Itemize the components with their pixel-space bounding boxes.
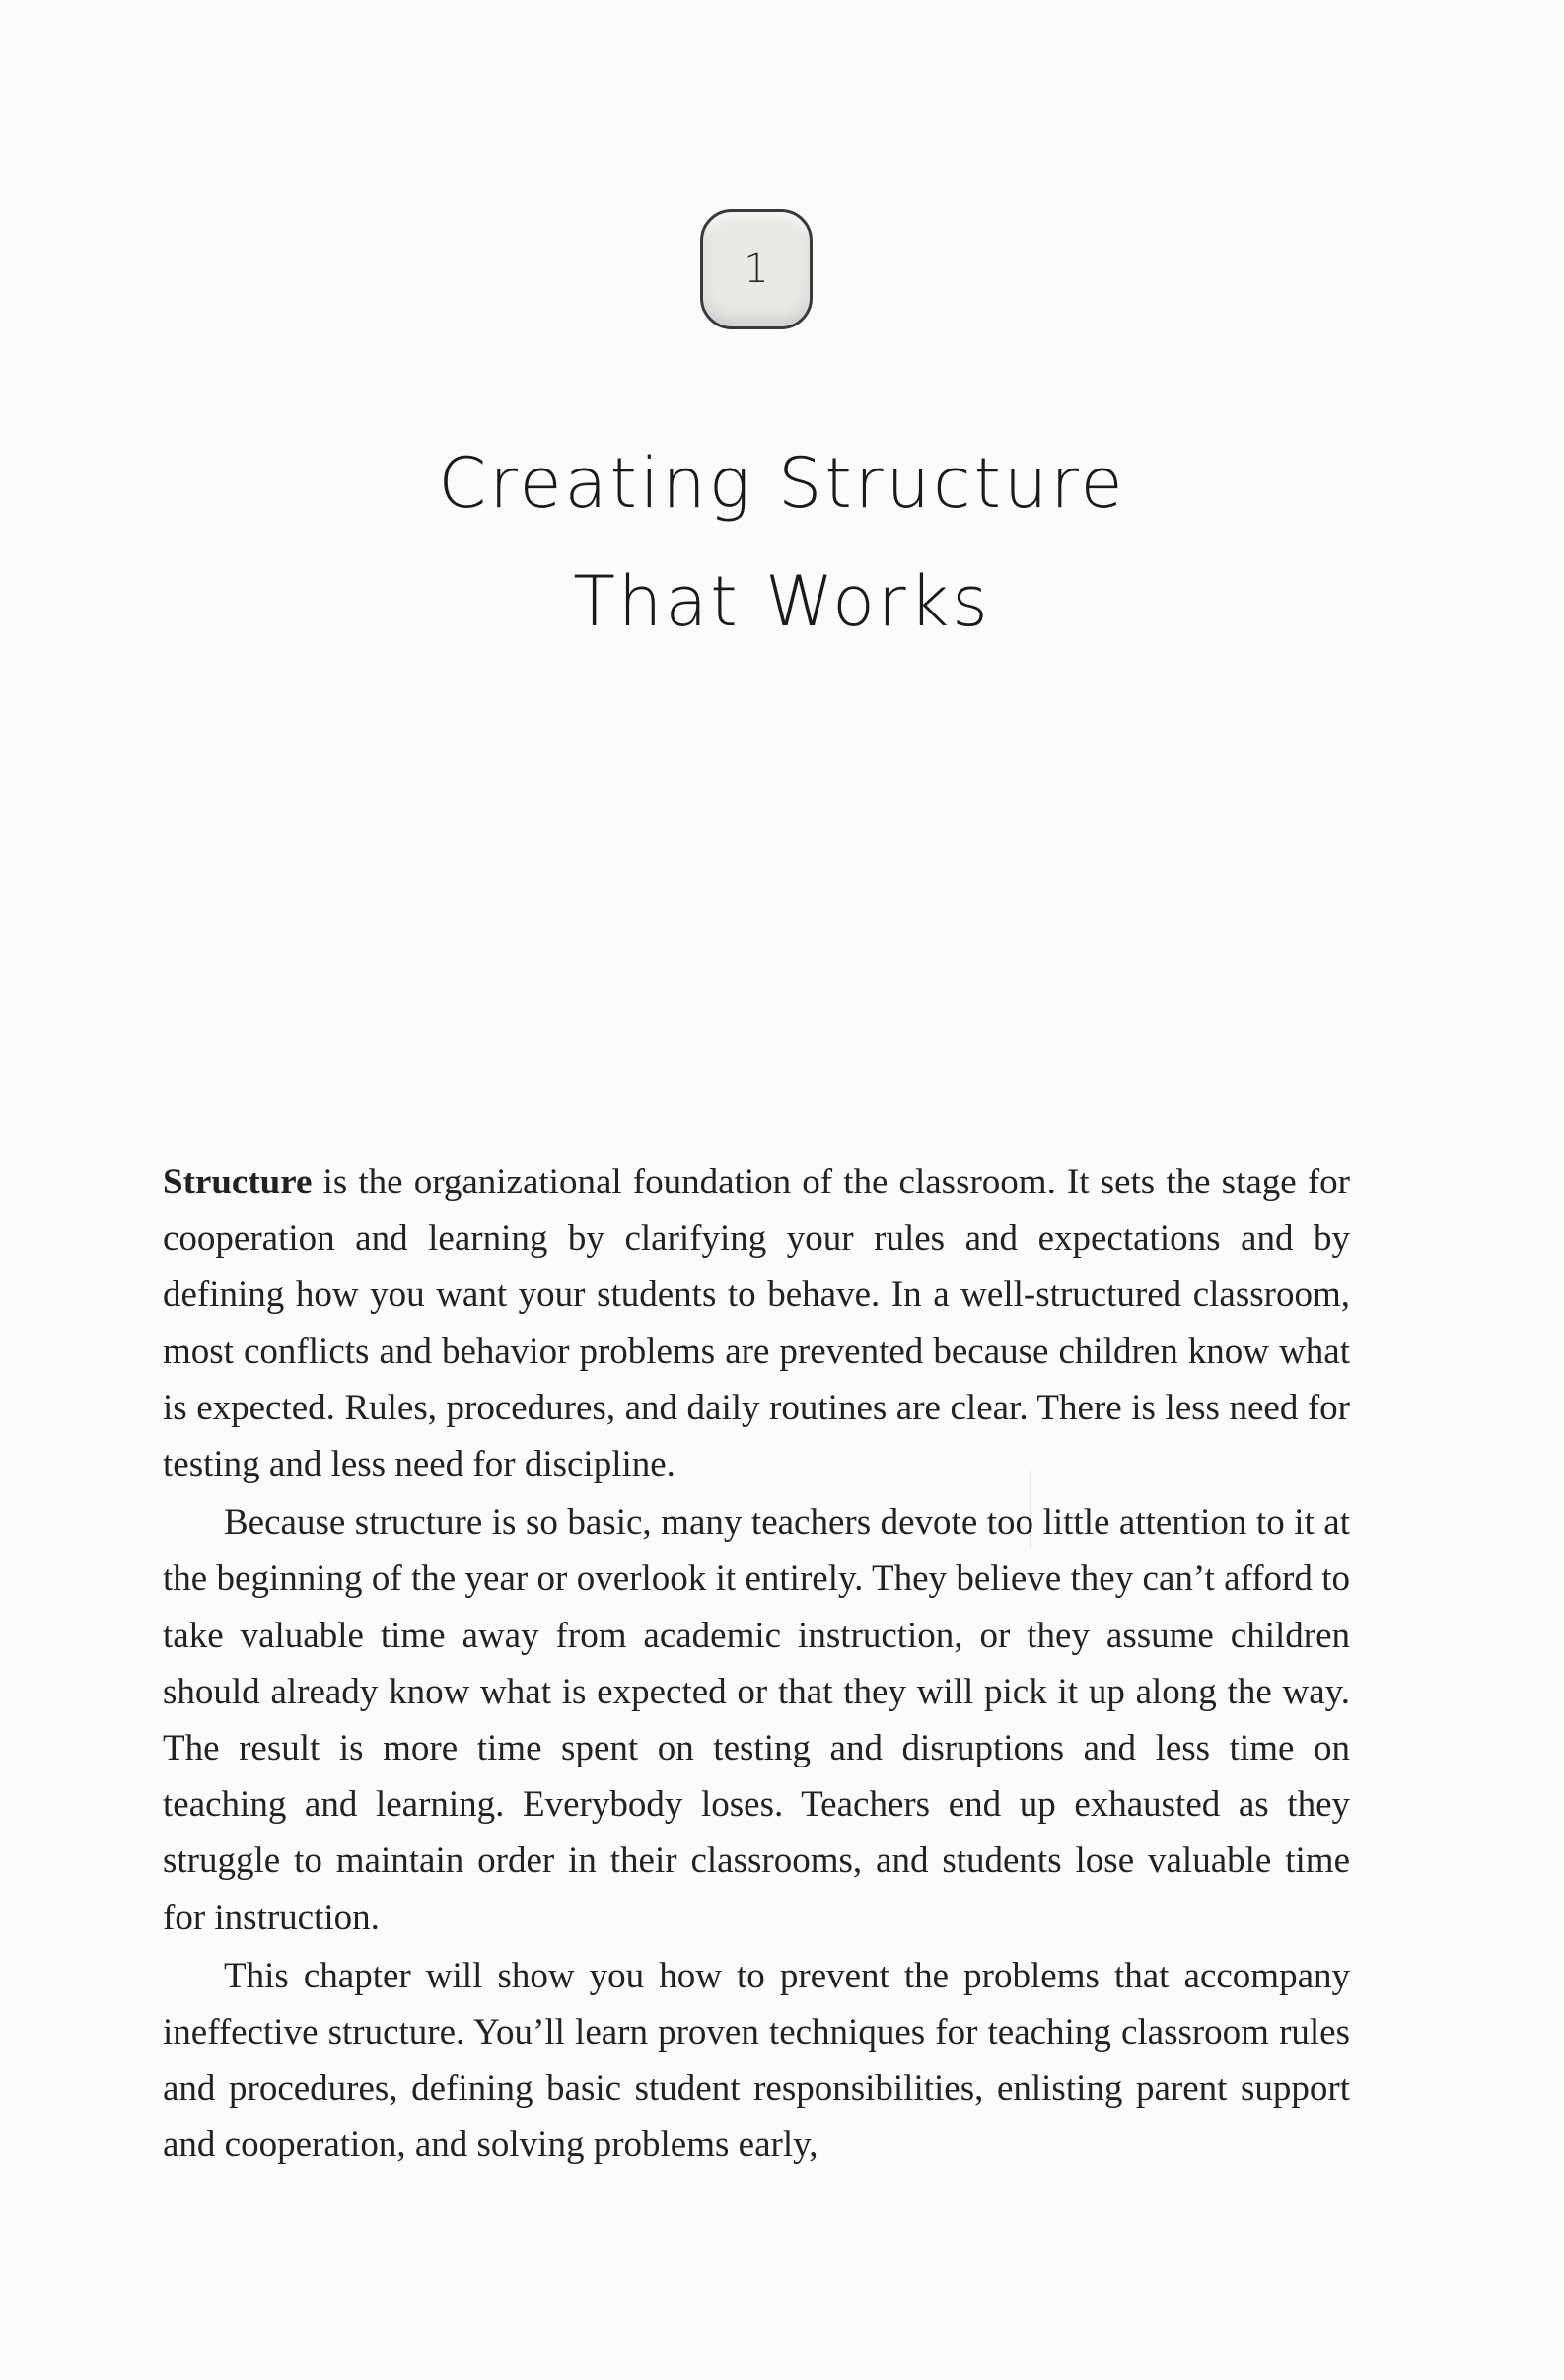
chapter-title-line-1: Creating Structure: [438, 443, 1126, 524]
paragraph-1-text: is the organizational foundation of the classroom. It sets the stage for cooperation and learning by clarifying your rules and expectations and by defining how you want your students to behave. In a well-structured classroom, most conflicts and behavior problems are prevented because children know what is expected. Rules, procedures, and daily routines are clear. There is less need for testing and less need for discipline.: [163, 1162, 1350, 1485]
chapter-title-line-2: That Works: [573, 561, 991, 642]
chapter-number: 1: [744, 247, 769, 292]
lead-term: Structure: [163, 1162, 313, 1202]
paragraph-2: Because structure is so basic, many teachers devote too little attention to it at the beginning of the year or overlook it entirely. They believe they can’t afford to take valuable time away from academic instruction, or they assume children should already know what is expected or that they will pick it up along the way. The result is more time spent on testing and disruptions and less time on teaching and learning. Everybody loses. Teachers end up exhausted as they struggle to maintain order in their classrooms, and students lose valuable time for instruction.: [163, 1502, 1350, 1938]
paragraph-1: [163, 1154, 1350, 1492]
scan-artifact-line: [1030, 1470, 1031, 1549]
chapter-number-badge: [700, 209, 813, 329]
paragraph-3: This chapter will show you how to prevent the problems that accompany ineffective structure. You’ll learn proven techniques for teaching classroom rules and procedures, defining basic student responsibilities, enlisting parent support and cooperation, and solving problems early,: [163, 1955, 1350, 2166]
chapter-body: [163, 1154, 1350, 2174]
